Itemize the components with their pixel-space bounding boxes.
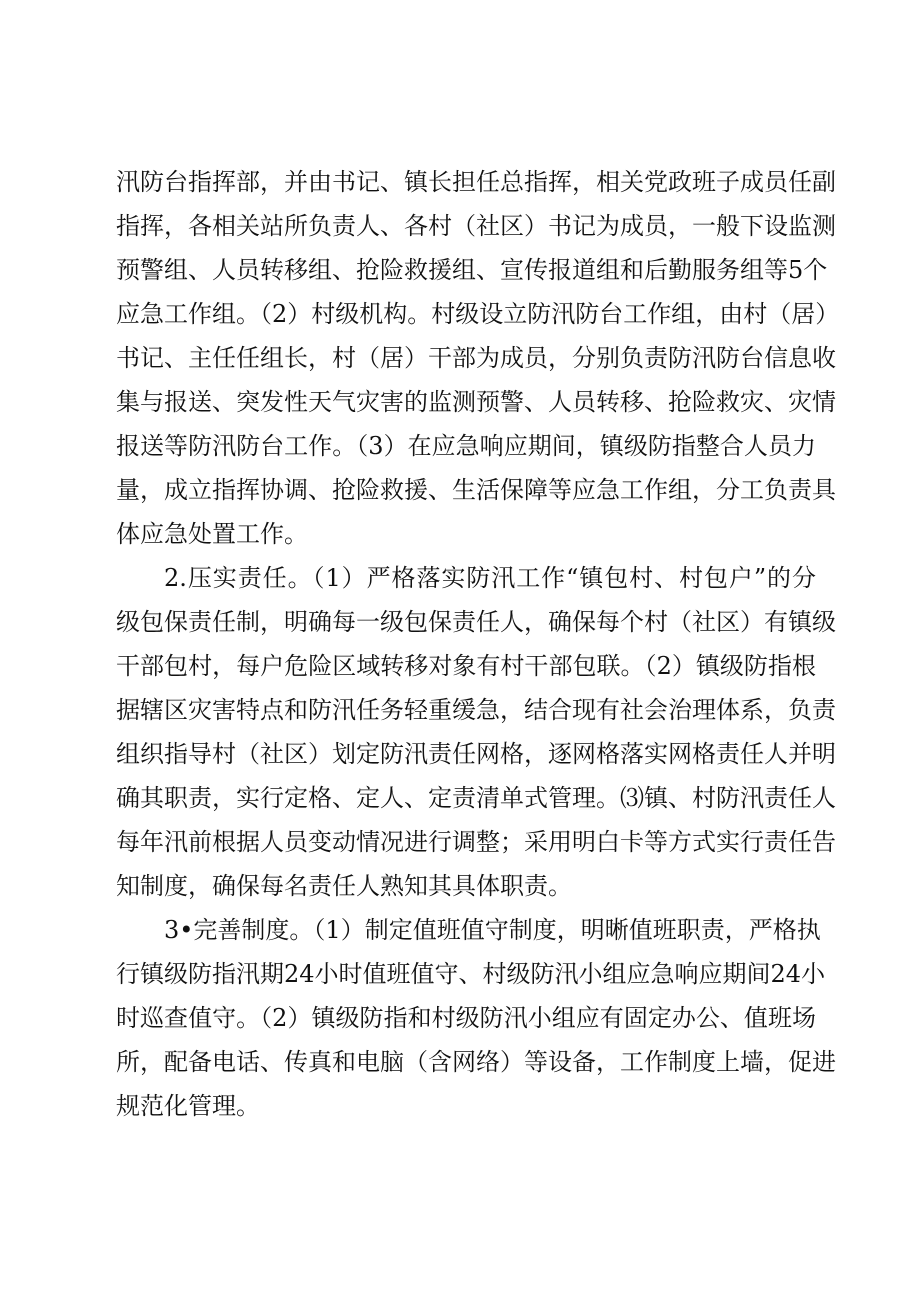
- text-line: 规范化管理。: [116, 1092, 260, 1120]
- text-line: 体应急处置工作。: [116, 520, 308, 548]
- text-line: 2.压实责任。（1）严格落实防汛工作“镇包村、村包户”的分: [164, 564, 816, 592]
- text-line: 汛防台指挥部，并由书记、镇长担任总指挥，相关党政班子成员任副: [116, 168, 836, 196]
- text-line: 组织指导村（社区）划定防汛责任网格，逐网格落实网格责任人并明: [116, 740, 836, 768]
- text-line: 预警组、人员转移组、抢险救援组、宣传报道组和后勤服务组等5个: [116, 256, 828, 284]
- text-line: 干部包村，每户危险区域转移对象有村干部包联。（2）镇级防指根: [116, 652, 816, 680]
- text-line: 行镇级防指汛期24小时值班值守、村级防汛小组应急响应期间24小: [116, 960, 826, 988]
- text-line: 3•完善制度。（1）制定值班值守制度，明晰值班职责，严格执: [164, 916, 821, 944]
- text-line: 报送等防汛防台工作。（3）在应急响应期间，镇级防指整合人员力: [116, 432, 816, 460]
- text-line: 应急工作组。（2）村级机构。村级设立防汛防台工作组，由村（居）: [116, 300, 840, 328]
- text-line: 级包保责任制，明确每一级包保责任人，确保每个村（社区）有镇级: [116, 608, 836, 636]
- text-line: 书记、主任任组长，村（居）干部为成员，分别负责防汛防台信息收: [116, 344, 836, 372]
- text-line: 集与报送、突发性天气灾害的监测预警、人员转移、抢险救灾、灾情: [116, 388, 836, 416]
- text-line: 知制度，确保每名责任人熟知其具体职责。: [116, 872, 572, 900]
- text-line: 据辖区灾害特点和防汛任务轻重缓急，结合现有社会治理体系，负责: [116, 696, 836, 724]
- text-line: 每年汛前根据人员变动情况进行调整；采用明白卡等方式实行责任告: [116, 828, 836, 856]
- text-line: 所，配备电话、传真和电脑（含网络）等设备，工作制度上墙，促进: [116, 1048, 836, 1076]
- text-line: 量，成立指挥协调、抢险救援、生活保障等应急工作组，分工负责具: [116, 476, 836, 504]
- paragraph-system: [116, 908, 836, 1128]
- text-line: 指挥，各相关站所负责人、各村（社区）书记为成员，一般下设监测: [116, 212, 836, 240]
- paragraph-organization: [116, 160, 840, 556]
- paragraph-responsibility: [116, 556, 836, 908]
- text-line: 确其职责，实行定格、定人、定责清单式管理。⑶镇、村防汛责任人: [116, 784, 836, 812]
- document-body: [116, 160, 840, 1128]
- text-line: 时巡查值守。（2）镇级防指和村级防汛小组应有固定办公、值班场: [116, 1004, 816, 1032]
